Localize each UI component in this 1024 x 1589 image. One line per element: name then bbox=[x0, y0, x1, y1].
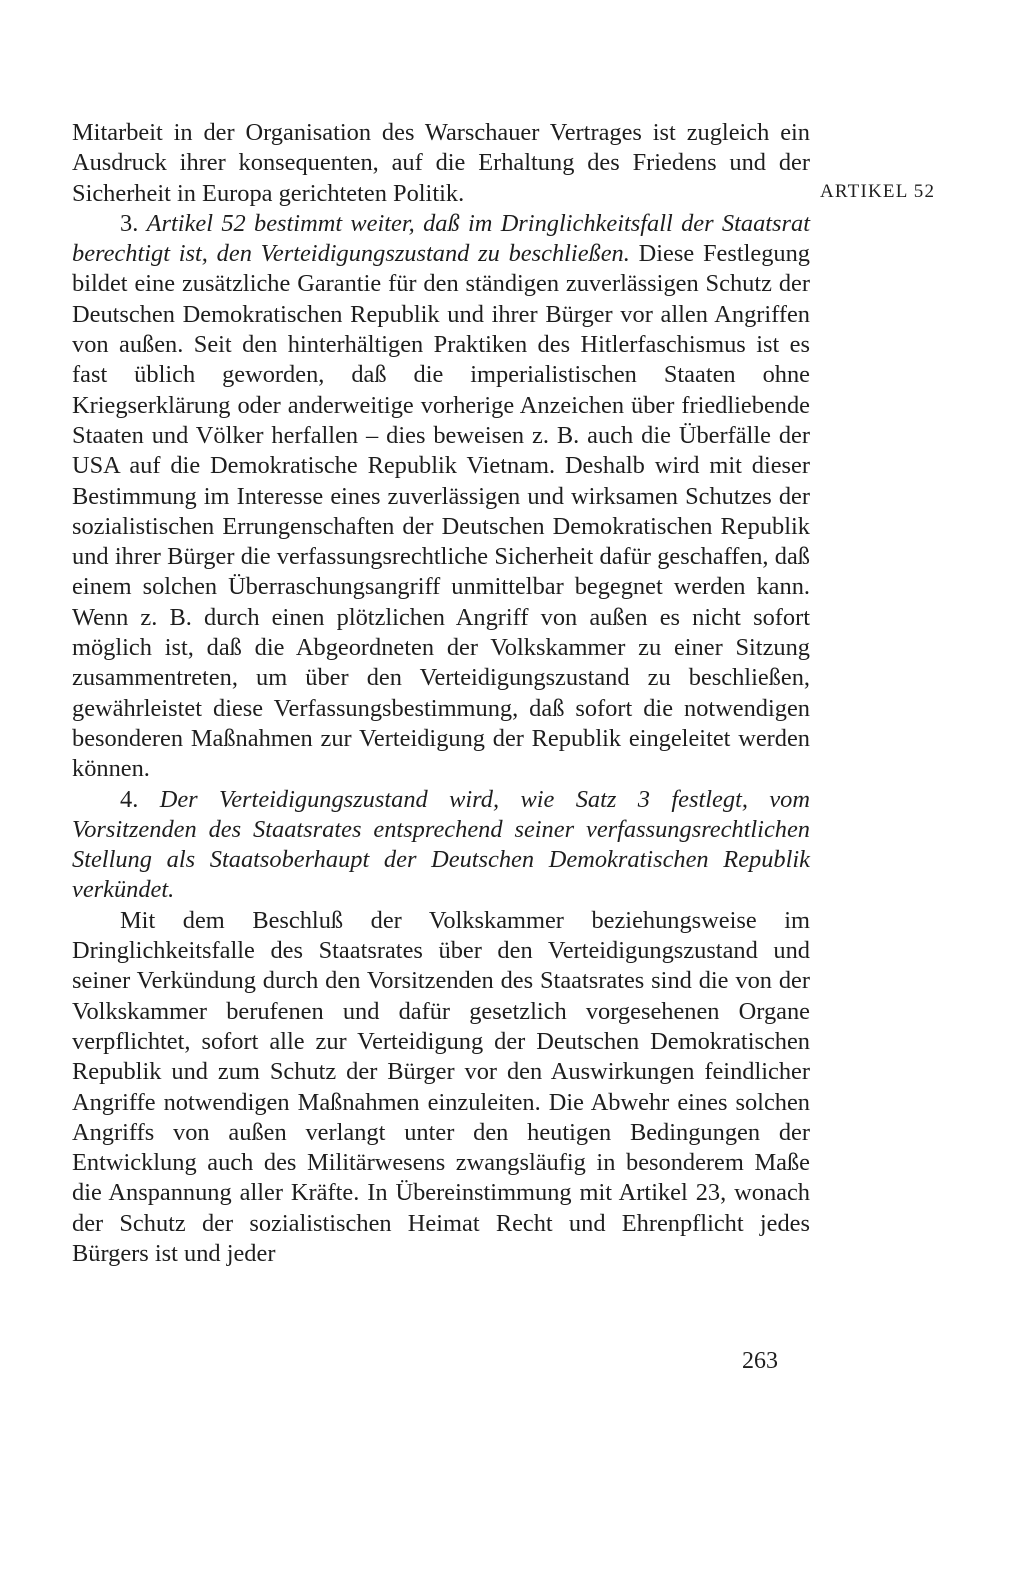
point-number: 3. bbox=[120, 209, 139, 237]
body-text bbox=[72, 118, 810, 1269]
paragraph-text: Mitarbeit in der Organisation des Warschauer Vertrages ist zugleich ein Ausdruck ihrer konsequenten, auf die Erhaltung des Friedens und der Sicherheit in Europa gerichteten Politik. bbox=[72, 119, 810, 207]
italic-lead: Artikel 52 bestimmt weiter, daß im Dringlichkeitsfall der Staatsrat berechtigt ist, den Verteidigungszustand zu beschließen. bbox=[72, 209, 810, 268]
page-number: 263 bbox=[742, 1348, 778, 1374]
margin-note-article: ARTIKEL 52 bbox=[820, 181, 936, 202]
paragraph-continuation bbox=[72, 118, 810, 209]
paragraph-point-3 bbox=[72, 209, 810, 785]
paragraph-point-4 bbox=[72, 785, 810, 906]
paragraph-text: Mit dem Beschluß der Volkskammer beziehungsweise im Dringlichkeitsfalle des Staatsrates über den Verteidigungszustand und seiner Verkündung durch den Vorsitzenden des Staatsrates sind die von der Volkskammer berufenen und dafür gesetzlich vorgesehenen Organe verpflichtet, sofort alle zur Verteidigung der Deutschen Demokratischen Republik und zum Schutz der Bürger vor den Auswirkungen feindlicher Angriffe notwendigen Maßnahmen einzuleiten. Die Abwehr eines solchen Angriffs von außen verlangt unter den heutigen Bedingungen der Entwicklung auch des Militärwesens zwangsläufig in besonderem Maße die Anspannung aller Kräfte. In Übereinstimmung mit Artikel 23, wonach der Schutz der sozialistischen Heimat Recht und Ehrenpflicht jedes Bürgers ist und jeder bbox=[72, 906, 810, 1267]
italic-lead: Der Verteidigungszustand wird, wie Satz 3 festlegt, vom Vorsitzenden des Staatsrates entsprechend seiner verfassungsrechtlichen Stellung als Staatsoberhaupt der Deutschen Demokratischen Republik verkündet. bbox=[72, 785, 810, 904]
point-number: 4. bbox=[120, 785, 139, 813]
paragraph-text: Diese Festlegung bildet eine zusätzliche Garantie für den ständigen zuverlässigen Schutz der Deutschen Demokratischen Republik und ihrer Bürger vor allen Angriffen von außen. Seit den hinterhältigen Praktiken des Hitlerfaschismus ist es fast üblich geworden, daß die imperialistischen Staaten ohne Kriegserklärung oder anderweitige vorherige Anzeichen über friedliebende Staaten und Völker herfallen – dies beweisen z. B. auch die Überfälle der USA auf die Demokratische Republik Vietnam. Deshalb wird mit dieser Bestimmung im Interesse eines zuverlässigen und wirksamen Schutzes der sozialistischen Errungenschaften der Deutschen Demokratischen Republik und ihrer Bürger die verfassungsrechtliche Sicherheit dafür geschaffen, daß einem solchen Überraschungsangriff unmittelbar begegnet werden kann. Wenn z. B. durch einen plötzlichen Angriff von außen es nicht sofort möglich ist, daß die Abgeordneten der Volkskammer zu einer Sitzung zusammentreten, um über den Verteidigungszustand zu beschließen, gewährleistet diese Verfassungsbestimmung, daß sofort die notwendigen besonderen Maßnahmen zur Verteidigung der Republik eingeleitet werden können. bbox=[72, 240, 810, 783]
paragraph-consequences bbox=[72, 906, 810, 1270]
